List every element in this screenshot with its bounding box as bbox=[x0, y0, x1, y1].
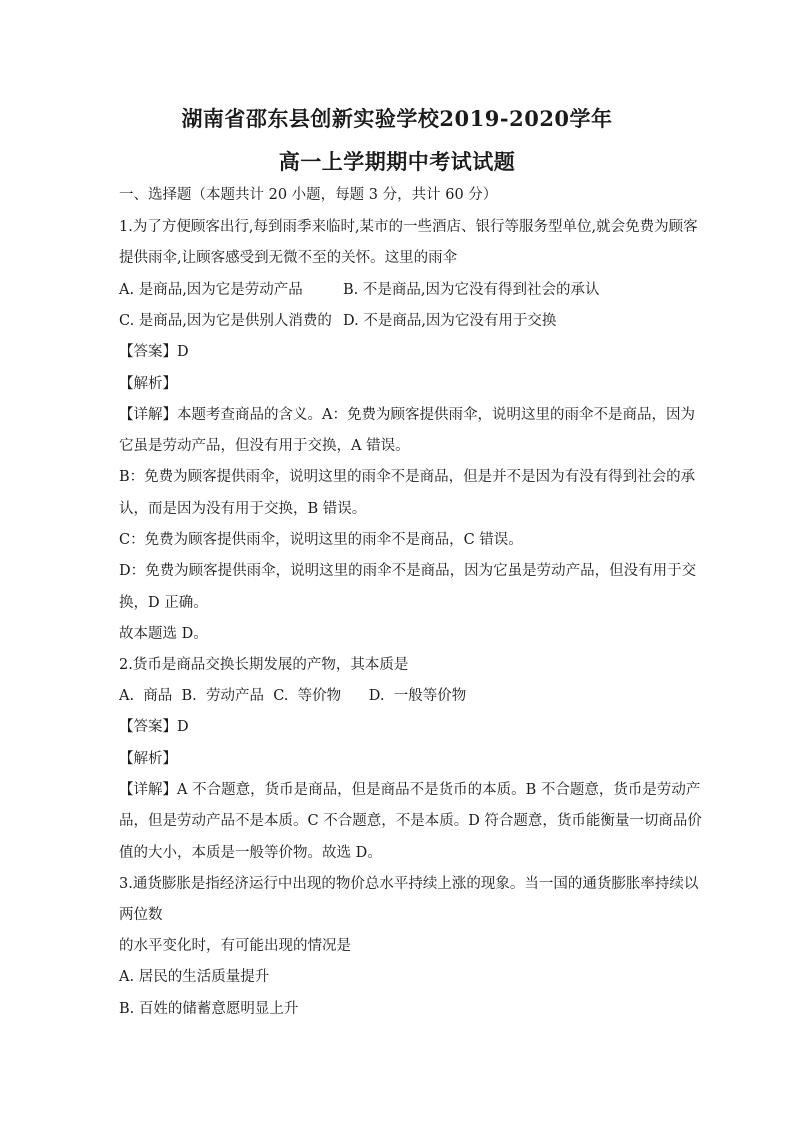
doc-title-line2: 高一上学期期中考试试题 bbox=[278, 149, 516, 174]
q1-option-d: D. 不是商品,因为它没有用于交换 bbox=[343, 313, 557, 329]
q1-option-a: A. 是商品,因为它是劳动产品 bbox=[119, 282, 303, 298]
q1-detail-line4: 认，而是因为没有用于交换，B 错误。 bbox=[119, 501, 367, 517]
q2-analysis: 【解析】 bbox=[119, 751, 177, 767]
q1-detail-line2: 它虽是劳动产品，但没有用于交换，A 错误。 bbox=[119, 438, 410, 454]
q1-detail-line1: 【详解】本题考查商品的含义。A：免费为顾客提供雨伞，说明这里的雨伞不是商品，因为 bbox=[119, 407, 695, 423]
q1-conclusion: 故本题选 D。 bbox=[119, 626, 208, 642]
q3-stem-line1: 3.通货膨胀是指经济运行中出现的物价总水平持续上涨的现象。当一国的通货膨胀率持续以 bbox=[119, 876, 699, 892]
q2-detail-line2: 品，但是劳动产品不是本质。C 不合题意，不是本质。D 符合题意，货币能衡量一切商品价 bbox=[119, 813, 702, 829]
section-heading: 一、选择题（本题共计 20 小题，每题 3 分，共计 60 分） bbox=[119, 187, 498, 203]
q1-option-c: C. 是商品,因为它是供别人消费的 bbox=[119, 313, 332, 329]
q2-options: A. 商品 B. 劳动产品 C. 等价物 D. 一般等价物 bbox=[119, 688, 467, 704]
q3-option-a: A. 居民的生活质量提升 bbox=[119, 969, 270, 985]
q1-detail-line3: B：免费为顾客提供雨伞，说明这里的雨伞不是商品，但是并不是因为有没有得到社会的承 bbox=[119, 469, 696, 485]
q1-detail-line5: C：免费为顾客提供雨伞，说明这里的雨伞不是商品，C 错误。 bbox=[119, 532, 523, 548]
q1-stem-line2: 提供雨伞,让顾客感受到无微不至的关怀。这里的雨伞 bbox=[119, 250, 458, 266]
q2-stem: 2.货币是商品交换长期发展的产物，其本质是 bbox=[119, 657, 409, 673]
q1-option-row1 bbox=[119, 280, 303, 300]
q3-option-b: B. 百姓的储蓄意愿明显上升 bbox=[119, 1001, 299, 1017]
q1-detail-line6: D：免费为顾客提供雨伞，说明这里的雨伞不是商品，因为它虽是劳动产品，但没有用于交 bbox=[119, 563, 697, 579]
q2-detail-line3: 值的大小，本质是一般等价物。故选 D。 bbox=[119, 845, 382, 861]
q1-detail-line7: 换，D 正确。 bbox=[119, 595, 208, 611]
q1-option-b: B. 不是商品,因为它没有得到社会的承认 bbox=[343, 282, 600, 298]
q2-answer: 【答案】D bbox=[119, 719, 189, 735]
q1-stem-line1: 1.为了方便顾客出行,每到雨季来临时,某市的一些酒店、银行等服务型单位,就会免费为顾客 bbox=[119, 219, 698, 235]
q1-analysis: 【解析】 bbox=[119, 376, 177, 392]
q3-stem-line2: 两位数 bbox=[119, 907, 163, 923]
q3-stem-line3: 的水平变化时，有可能出现的情况是 bbox=[119, 938, 351, 954]
q2-detail-line1: 【详解】A 不合题意，货币是商品，但是商品不是货币的本质。B 不合题意，货币是劳动产 bbox=[119, 782, 701, 798]
q1-answer: 【答案】D bbox=[119, 344, 189, 360]
doc-title-line1: 湖南省邵东县创新实验学校2019-2020学年 bbox=[181, 106, 613, 131]
